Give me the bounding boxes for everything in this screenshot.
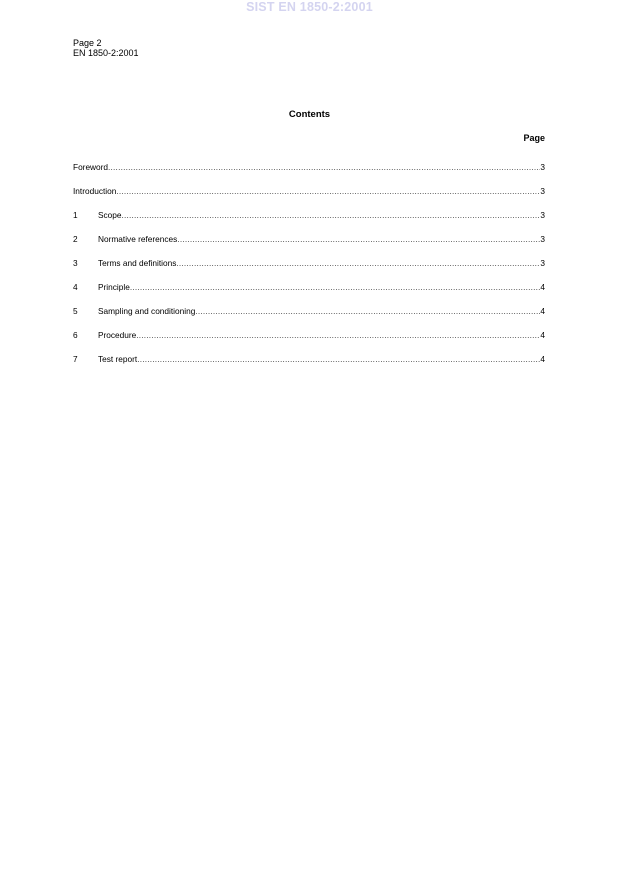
standard-id: EN 1850-2:2001 [73,48,139,58]
toc-number: 1 [73,210,78,220]
toc-label: Foreword [73,162,109,172]
toc-page: 3 [540,186,545,196]
toc-label: Sampling and conditioning [98,306,196,316]
toc-number: 5 [73,306,78,316]
toc-page: 3 [540,162,545,172]
toc-label: Terms and definitions [98,258,177,268]
toc-label: Principle [98,282,130,292]
toc-label: Normative references [98,234,178,244]
table-of-contents [73,161,545,377]
toc-entry-scope[interactable] [73,209,545,233]
page-header [73,38,139,58]
toc-number: 7 [73,354,78,364]
toc-page: 4 [540,354,545,364]
toc-page: 3 [540,258,545,268]
toc-number: 4 [73,282,78,292]
toc-page: 3 [540,210,545,220]
page-column-label: Page [523,133,545,143]
toc-number: 3 [73,258,78,268]
dot-leader [108,161,540,173]
toc-entry-test-report[interactable] [73,353,545,377]
dot-leader [195,305,540,317]
toc-entry-foreword[interactable] [73,161,545,185]
toc-label: Scope [98,210,122,220]
toc-entry-sampling-and-conditioning[interactable] [73,305,545,329]
dot-leader [122,209,541,221]
dot-leader [176,257,540,269]
toc-entry-normative-references[interactable] [73,233,545,257]
toc-number: 6 [73,330,78,340]
toc-entry-introduction[interactable] [73,185,545,209]
toc-page: 3 [540,234,545,244]
toc-entry-principle[interactable] [73,281,545,305]
toc-number: 2 [73,234,78,244]
toc-label: Introduction [73,186,117,196]
toc-entry-procedure[interactable] [73,329,545,353]
toc-page: 4 [540,282,545,292]
contents-title: Contents [288,109,331,120]
toc-page: 4 [540,306,545,316]
toc-entry-terms-and-definitions[interactable] [73,257,545,281]
dot-leader [116,185,540,197]
page-number: Page 2 [73,38,102,48]
dot-leader [136,329,540,341]
toc-page: 4 [540,330,545,340]
dot-leader [177,233,540,245]
toc-label: Procedure [98,330,137,340]
dot-leader [137,353,540,365]
toc-label: Test report [98,354,138,364]
watermark: SIST EN 1850-2:2001 [246,0,373,14]
dot-leader [130,281,541,293]
